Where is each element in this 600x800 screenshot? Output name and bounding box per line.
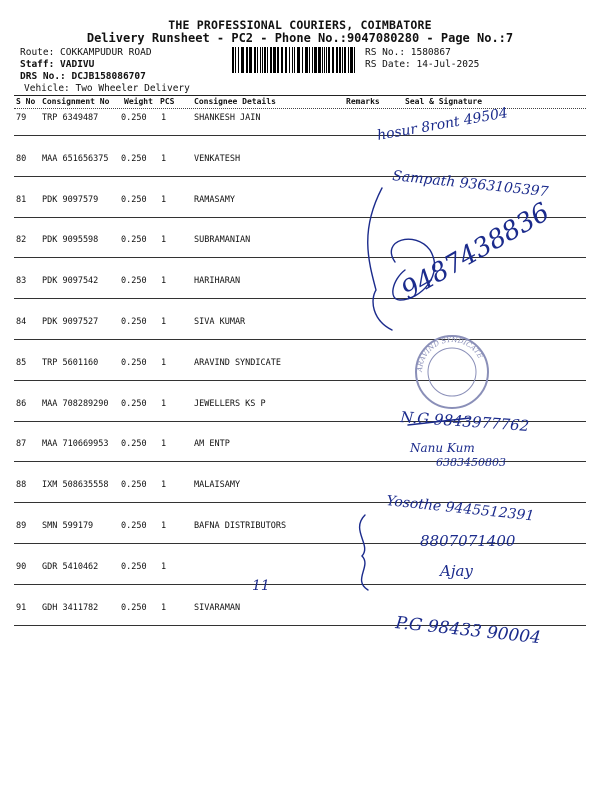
cell-consignee: ARAVIND SYNDICATE [194, 357, 281, 368]
cell-pcs: 1 [161, 153, 167, 164]
cell-consignee: SIVARAMAN [194, 602, 241, 613]
cell-consignment: MAA 710669953 [42, 439, 109, 450]
cell-consignee: HARIHARAN [194, 276, 241, 287]
cell-sno: 86 [16, 398, 27, 409]
hw-87a: Nanu Kum [410, 441, 475, 455]
cell-sno: 82 [16, 235, 27, 246]
route-label: Route: COKKAMPUDUR ROAD [20, 47, 152, 58]
row-rule [14, 217, 586, 218]
cell-sno: 91 [16, 602, 27, 613]
cell-consignee: MALAISAMY [194, 480, 241, 491]
hw-89c: Ajay [440, 562, 473, 580]
cell-consignee: SHANKESH JAIN [194, 113, 261, 123]
cell-consignment: TRP 6349487 [42, 113, 99, 123]
row-rule [14, 543, 586, 544]
cell-pcs: 1 [161, 480, 167, 491]
cell-consignee: BAFNA DISTRIBUTORS [194, 521, 287, 531]
col-sno: S No [16, 97, 36, 106]
cell-weight: 0.250 [121, 357, 147, 368]
cell-consignment: PDK 9097542 [42, 276, 99, 287]
rs-number: RS No.: 1580867 [365, 47, 451, 58]
cell-pcs: 1 [161, 194, 167, 205]
cell-consignment: GDR 5410462 [42, 561, 99, 572]
hw-82: 9487438836 [396, 197, 555, 307]
cell-sno: 80 [16, 153, 27, 164]
cell-consignee: VENKATESH [194, 153, 241, 164]
col-weight: Weight [124, 97, 153, 106]
col-consignee: Consignee Details [194, 97, 276, 106]
cell-pcs: 1 [161, 357, 167, 368]
cell-sno: 79 [16, 113, 27, 123]
cell-weight: 0.250 [121, 276, 147, 287]
row-rule [14, 339, 586, 340]
cell-weight: 0.250 [121, 235, 147, 246]
rs-date: RS Date: 14-Jul-2025 [365, 59, 480, 70]
hw-80: Sampath 9363105397 [391, 168, 550, 201]
cell-weight: 0.250 [121, 317, 147, 327]
cell-consignee: SIVA KUMAR [194, 317, 246, 327]
vehicle-label: Vehicle: Two Wheeler Delivery [24, 83, 190, 94]
row-rule [14, 135, 586, 136]
hw-86: N.G 9843977762 [399, 408, 530, 435]
row-rule [14, 625, 586, 626]
cell-consignment: PDK 9097527 [42, 317, 99, 327]
cell-weight: 0.250 [121, 398, 147, 409]
cell-consignment: IXM 508635558 [42, 480, 109, 491]
cell-weight: 0.250 [121, 561, 147, 572]
cell-pcs: 1 [161, 398, 167, 409]
cell-weight: 0.250 [121, 153, 147, 164]
cell-consignee: JEWELLERS KS P [194, 398, 266, 409]
cell-sno: 90 [16, 561, 27, 572]
cell-sno: 87 [16, 439, 27, 450]
col-pcs: PCS [160, 97, 175, 106]
col-consignment: Consignment No [42, 97, 110, 106]
table-header [0, 95, 600, 109]
cell-consignment: MAA 708289290 [42, 398, 109, 409]
row-rule [14, 421, 586, 422]
cell-consignee: SUBRAMANIAN [194, 235, 251, 246]
cell-pcs: 1 [161, 276, 167, 287]
staff-label: Staff: VADIVU [20, 59, 95, 70]
col-seal-signature: Seal & Signature [405, 97, 483, 106]
cell-consignment: TRP 5601160 [42, 357, 99, 368]
cell-consignee: AM ENTP [194, 439, 230, 450]
cell-sno: 85 [16, 357, 27, 368]
cell-pcs: 1 [161, 561, 167, 572]
cell-sno: 83 [16, 276, 27, 287]
col-remarks: Remarks [346, 97, 380, 106]
barcode [230, 47, 360, 73]
row-rule [14, 257, 586, 258]
cell-consignment: SMN 599179 [42, 521, 94, 531]
row-rule [14, 380, 586, 381]
cell-consignment: PDK 9095598 [42, 235, 99, 246]
hw-89a: Yosothe 9445512391 [385, 493, 535, 525]
cell-sno: 81 [16, 194, 27, 205]
runsheet-title: Delivery Runsheet - PC2 - Phone No.:9047080280 - Page No.:7 [86, 31, 514, 45]
cell-consignment: GDH 3411782 [42, 602, 99, 613]
cell-pcs: 1 [161, 521, 167, 531]
row-rule [14, 502, 586, 503]
cell-sno: 84 [16, 317, 27, 327]
row-rule [14, 584, 586, 585]
hw-89b: 8807071400 [420, 532, 516, 550]
company-name: THE PROFESSIONAL COURIERS, COIMBATORE [168, 18, 432, 32]
cell-consignment: PDK 9097579 [42, 194, 99, 205]
cell-sno: 88 [16, 480, 27, 491]
row-rule [14, 298, 586, 299]
cell-pcs: 1 [161, 317, 167, 327]
cell-weight: 0.250 [121, 439, 147, 450]
table-row [0, 599, 600, 681]
row-rule [14, 176, 586, 177]
hw-79: hosur 8ront 49504 [375, 105, 510, 144]
stamp-text: ARAVIND SYNDICATE [415, 335, 485, 373]
cell-weight: 0.250 [121, 602, 147, 613]
hw-87b: 6383450803 [436, 456, 506, 469]
cell-pcs: 1 [161, 439, 167, 450]
cell-consignment: MAA 651656375 [42, 153, 109, 164]
cell-weight: 0.250 [121, 194, 147, 205]
cell-pcs: 1 [161, 602, 167, 613]
cell-pcs: 1 [161, 235, 167, 246]
cell-sno: 89 [16, 521, 27, 531]
cell-consignee: RAMASAMY [194, 194, 235, 205]
cell-pcs: 1 [161, 113, 167, 123]
hw-90: 11 [252, 578, 270, 594]
cell-weight: 0.250 [121, 113, 147, 123]
row-rule [14, 461, 586, 462]
hw-91: P.G 98433 90004 [394, 613, 542, 649]
cell-weight: 0.250 [121, 480, 147, 491]
drs-label: DRS No.: DCJB158086707 [20, 71, 146, 82]
cell-weight: 0.250 [121, 521, 147, 531]
